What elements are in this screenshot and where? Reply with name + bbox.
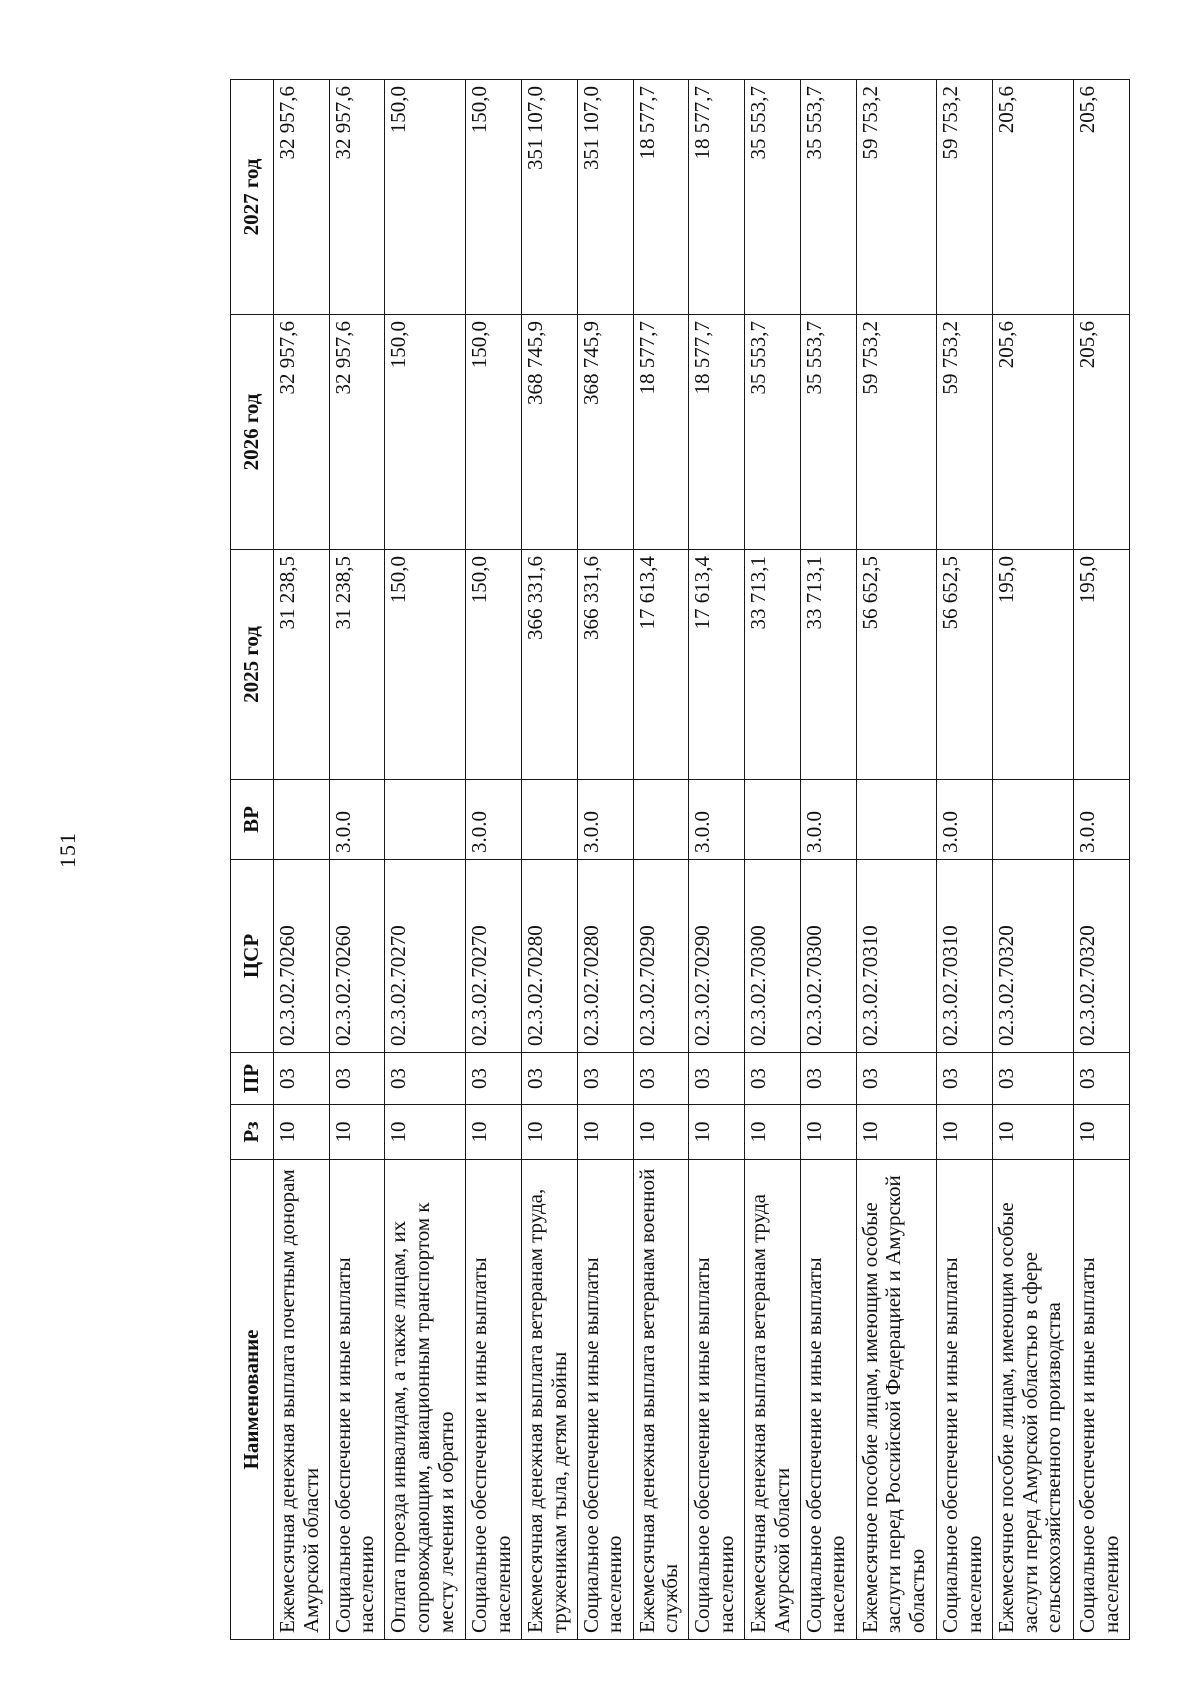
cell-rz: 10 — [633, 1105, 689, 1160]
cell-pr: 03 — [577, 1053, 633, 1105]
cell-vr — [385, 780, 466, 860]
cell-name: Ежемесячная денежная выплата почетным донорам Амурской области — [274, 1160, 330, 1640]
cell-2026: 368 745,9 — [522, 315, 578, 550]
cell-2027: 32 957,6 — [329, 80, 385, 315]
cell-name: Ежемесячное пособие лицам, имеющим особые заслуги перед Российской Федерацией и Амурской областью — [856, 1160, 937, 1640]
page-number: 151 — [55, 832, 80, 868]
cell-rz: 10 — [937, 1105, 993, 1160]
cell-2026: 205,6 — [1074, 315, 1130, 550]
cell-vr — [274, 780, 330, 860]
header-name: Наименование — [231, 1160, 274, 1640]
cell-2026: 35 553,7 — [800, 315, 856, 550]
cell-pr: 03 — [689, 1053, 745, 1105]
cell-vr: 3.0.0 — [937, 780, 993, 860]
table-row — [689, 80, 745, 1640]
cell-2027: 59 753,2 — [937, 80, 993, 315]
table-row — [856, 80, 937, 1640]
cell-rz: 10 — [466, 1105, 522, 1160]
cell-rz: 10 — [689, 1105, 745, 1160]
cell-name: Оплата проезда инвалидам, а также лицам, их сопровождающим, авиационным транспортом к месту лечения и обратно — [385, 1160, 466, 1640]
cell-vr: 3.0.0 — [689, 780, 745, 860]
cell-name: Ежемесячное пособие лицам, имеющим особые заслуги перед Амурской областью в сфере сельскохозяйственного производства — [993, 1160, 1074, 1640]
cell-pr: 03 — [385, 1053, 466, 1105]
cell-pr: 03 — [856, 1053, 937, 1105]
table-row — [385, 80, 466, 1640]
table-row — [466, 80, 522, 1640]
cell-2026: 32 957,6 — [274, 315, 330, 550]
cell-2025: 33 713,1 — [800, 550, 856, 780]
cell-name: Социальное обеспечение и иные выплаты населению — [1074, 1160, 1130, 1640]
cell-2027: 150,0 — [466, 80, 522, 315]
cell-2026: 205,6 — [993, 315, 1074, 550]
cell-2025: 366 331,6 — [577, 550, 633, 780]
cell-2026: 150,0 — [466, 315, 522, 550]
cell-vr — [993, 780, 1074, 860]
table-row — [993, 80, 1074, 1640]
cell-csr: 02.3.02.70310 — [937, 860, 993, 1053]
cell-2027: 59 753,2 — [856, 80, 937, 315]
cell-vr: 3.0.0 — [329, 780, 385, 860]
cell-csr: 02.3.02.70270 — [466, 860, 522, 1053]
cell-csr: 02.3.02.70260 — [274, 860, 330, 1053]
header-2026: 2026 год — [231, 315, 274, 550]
cell-rz: 10 — [274, 1105, 330, 1160]
cell-rz: 10 — [385, 1105, 466, 1160]
cell-2025: 150,0 — [466, 550, 522, 780]
cell-2027: 35 553,7 — [800, 80, 856, 315]
cell-2026: 32 957,6 — [329, 315, 385, 550]
cell-vr: 3.0.0 — [800, 780, 856, 860]
table-row — [937, 80, 993, 1640]
budget-table — [230, 79, 1130, 1640]
table-row — [329, 80, 385, 1640]
cell-2025: 33 713,1 — [745, 550, 801, 780]
cell-pr: 03 — [633, 1053, 689, 1105]
cell-rz: 10 — [522, 1105, 578, 1160]
cell-pr: 03 — [800, 1053, 856, 1105]
header-rz: Рз — [231, 1105, 274, 1160]
cell-rz: 10 — [856, 1105, 937, 1160]
cell-csr: 02.3.02.70280 — [577, 860, 633, 1053]
table-row — [745, 80, 801, 1640]
cell-name: Ежемесячная денежная выплата ветеранам военной службы — [633, 1160, 689, 1640]
cell-2027: 35 553,7 — [745, 80, 801, 315]
cell-2025: 56 652,5 — [856, 550, 937, 780]
cell-pr: 03 — [993, 1053, 1074, 1105]
cell-rz: 10 — [800, 1105, 856, 1160]
table-row — [633, 80, 689, 1640]
cell-name: Социальное обеспечение и иные выплаты населению — [577, 1160, 633, 1640]
cell-vr: 3.0.0 — [577, 780, 633, 860]
cell-csr: 02.3.02.70310 — [856, 860, 937, 1053]
table-body — [274, 80, 1130, 1640]
cell-name: Социальное обеспечение и иные выплаты населению — [329, 1160, 385, 1640]
cell-2025: 195,0 — [1074, 550, 1130, 780]
header-2025: 2025 год — [231, 550, 274, 780]
table-row — [274, 80, 330, 1640]
cell-2027: 351 107,0 — [577, 80, 633, 315]
table-row — [577, 80, 633, 1640]
cell-vr: 3.0.0 — [466, 780, 522, 860]
cell-2026: 35 553,7 — [745, 315, 801, 550]
cell-name: Социальное обеспечение и иные выплаты населению — [689, 1160, 745, 1640]
cell-pr: 03 — [937, 1053, 993, 1105]
cell-csr: 02.3.02.70290 — [689, 860, 745, 1053]
cell-csr: 02.3.02.70320 — [993, 860, 1074, 1053]
cell-csr: 02.3.02.70300 — [745, 860, 801, 1053]
cell-pr: 03 — [466, 1053, 522, 1105]
cell-rz: 10 — [577, 1105, 633, 1160]
cell-2026: 59 753,2 — [856, 315, 937, 550]
cell-name: Социальное обеспечение и иные выплаты населению — [466, 1160, 522, 1640]
header-csr: ЦСР — [231, 860, 274, 1053]
cell-2025: 17 613,4 — [689, 550, 745, 780]
cell-2025: 195,0 — [993, 550, 1074, 780]
cell-2026: 18 577,7 — [633, 315, 689, 550]
cell-csr: 02.3.02.70300 — [800, 860, 856, 1053]
cell-2027: 351 107,0 — [522, 80, 578, 315]
cell-name: Ежемесячная денежная выплата ветеранам труда Амурской области — [745, 1160, 801, 1640]
table-row — [1074, 80, 1130, 1640]
cell-csr: 02.3.02.70280 — [522, 860, 578, 1053]
cell-rz: 10 — [993, 1105, 1074, 1160]
cell-pr: 03 — [745, 1053, 801, 1105]
cell-csr: 02.3.02.70270 — [385, 860, 466, 1053]
cell-2025: 31 238,5 — [274, 550, 330, 780]
table-container — [230, 80, 1130, 1640]
cell-2027: 205,6 — [993, 80, 1074, 315]
cell-vr — [856, 780, 937, 860]
cell-2025: 150,0 — [385, 550, 466, 780]
cell-rz: 10 — [329, 1105, 385, 1160]
cell-2026: 150,0 — [385, 315, 466, 550]
cell-vr — [522, 780, 578, 860]
cell-name: Социальное обеспечение и иные выплаты населению — [800, 1160, 856, 1640]
header-2027: 2027 год — [231, 80, 274, 315]
cell-csr: 02.3.02.70260 — [329, 860, 385, 1053]
cell-2025: 56 652,5 — [937, 550, 993, 780]
header-pr: ПР — [231, 1053, 274, 1105]
cell-vr — [745, 780, 801, 860]
table-header-row — [231, 80, 274, 1640]
cell-2027: 32 957,6 — [274, 80, 330, 315]
cell-2026: 368 745,9 — [577, 315, 633, 550]
cell-name: Социальное обеспечение и иные выплаты населению — [937, 1160, 993, 1640]
cell-vr — [633, 780, 689, 860]
cell-csr: 02.3.02.70290 — [633, 860, 689, 1053]
cell-2026: 59 753,2 — [937, 315, 993, 550]
cell-2027: 18 577,7 — [633, 80, 689, 315]
header-vr: ВР — [231, 780, 274, 860]
cell-name: Ежемесячная денежная выплата ветеранам труда, труженикам тыла, детям войны — [522, 1160, 578, 1640]
cell-pr: 03 — [274, 1053, 330, 1105]
cell-2025: 366 331,6 — [522, 550, 578, 780]
cell-csr: 02.3.02.70320 — [1074, 860, 1130, 1053]
table-row — [800, 80, 856, 1640]
cell-2026: 18 577,7 — [689, 315, 745, 550]
cell-pr: 03 — [329, 1053, 385, 1105]
table-row — [522, 80, 578, 1640]
cell-rz: 10 — [1074, 1105, 1130, 1160]
cell-2027: 205,6 — [1074, 80, 1130, 315]
cell-2027: 18 577,7 — [689, 80, 745, 315]
cell-pr: 03 — [522, 1053, 578, 1105]
cell-pr: 03 — [1074, 1053, 1130, 1105]
cell-2025: 31 238,5 — [329, 550, 385, 780]
cell-2027: 150,0 — [385, 80, 466, 315]
cell-2025: 17 613,4 — [633, 550, 689, 780]
cell-rz: 10 — [745, 1105, 801, 1160]
cell-vr: 3.0.0 — [1074, 780, 1130, 860]
